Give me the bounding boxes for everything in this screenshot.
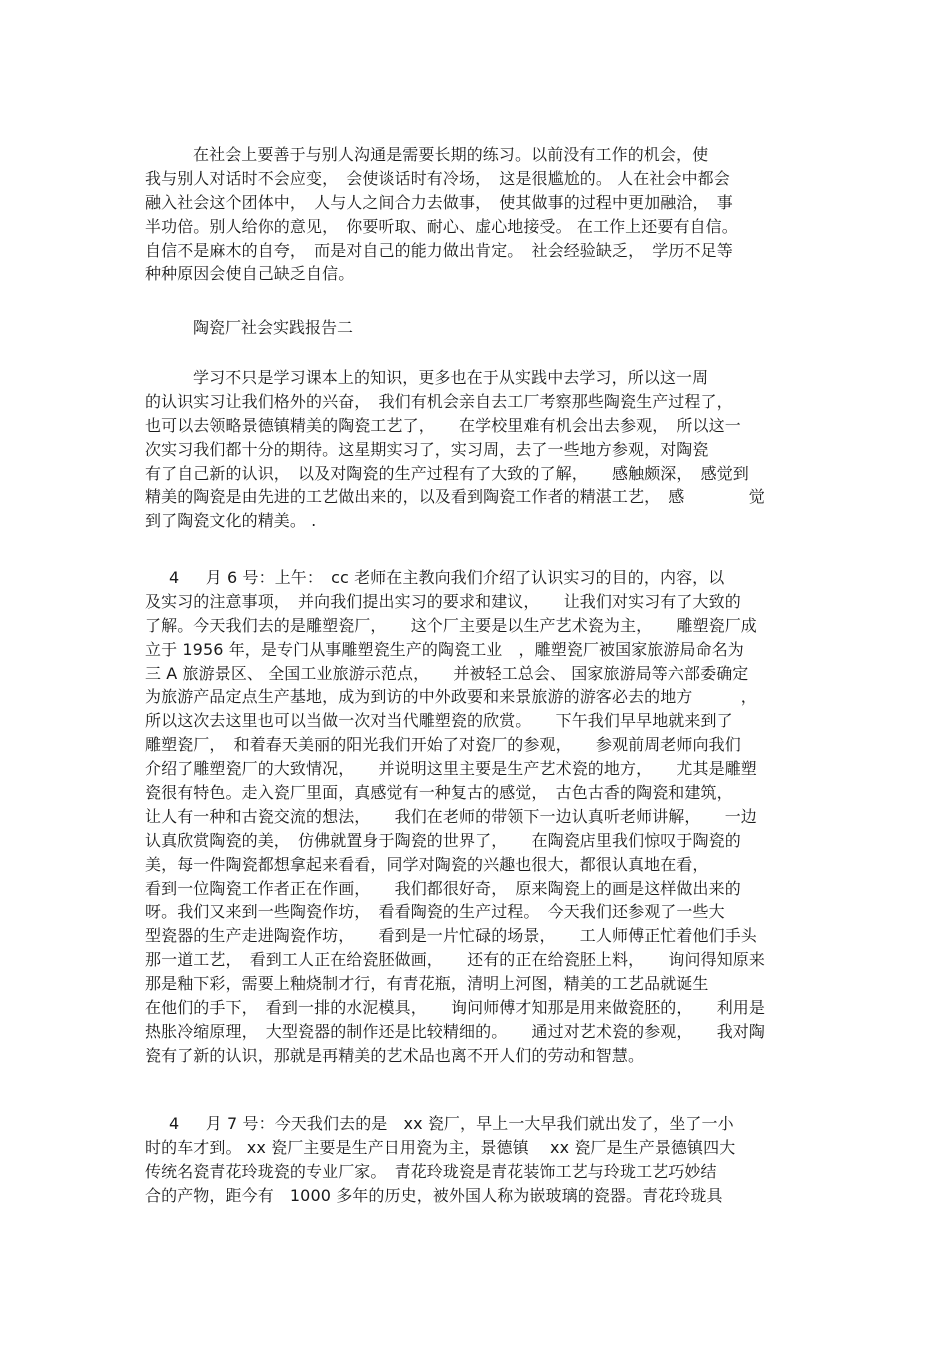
text-line: 种种原因会使自己缺乏自信。	[145, 264, 355, 284]
text-line: 有了自己新的认识， 以及对陶瓷的生产过程有了大致的了解， 感触颇深， 感觉到	[145, 463, 749, 483]
text-line: 为旅游产品定点生产基地，成为到访的中外政要和来景旅游的游客必去的地方 ，	[145, 687, 757, 707]
text-line: 的认识实习让我们格外的兴奋， 我们有机会亲自去工厂考察那些陶瓷生产过程了，	[145, 391, 733, 411]
text-line: 4 月 6 号：上午： cc 老师在主教向我们介绍了认识实习的目的，内容，以	[169, 568, 725, 587]
text-line: 融入社会这个团体中， 人与人之间合力去做事， 使其做事的过程中更加融洽， 事	[145, 192, 733, 212]
text-line: 看到一位陶瓷工作者正在作画， 我们都很好奇， 原来陶瓷上的画是这样做出来的	[145, 878, 741, 898]
text-line: 瓷很有特色。走入瓷厂里面，真感觉有一种复古的感觉， 古色古香的陶瓷和建筑，	[145, 783, 733, 803]
text-line: 传统名瓷青花玲珑瓷的专业厂家。 青花玲珑瓷是青花装饰工艺与玲珑工艺巧妙结	[145, 1161, 717, 1181]
text-line: 我与别人对话时不会应变， 会使谈话时有冷场， 这是很尴尬的。 人在社会中都会	[145, 168, 730, 188]
text-line: 呀。我们又来到一些陶瓷作坊， 看看陶瓷的生产过程。 今天我们还参观了一些大	[145, 902, 725, 922]
text-line: 瓷有了新的认识，那就是再精美的艺术品也离不开人们的劳动和智慧。	[145, 1045, 645, 1065]
text-line: 介绍了雕塑瓷厂的大致情况， 并说明这里主要是生产艺术瓷的地方， 尤其是雕塑	[145, 759, 757, 779]
text-line: 也可以去领略景德镇精美的陶瓷工艺了， 在学校里难有机会出去参观， 所以这一	[145, 415, 741, 435]
text-line: 让人有一种和古瓷交流的想法， 我们在老师的带领下一边认真听老师讲解， 一边	[145, 806, 757, 826]
text-line: 了解。今天我们去的是雕塑瓷厂， 这个厂主要是以生产艺术瓷为主， 雕塑瓷厂成	[145, 615, 757, 635]
text-line: 半功倍。别人给你的意见， 你要听取、耐心、虚心地接受。 在工作上还要有自信。	[145, 216, 738, 236]
text-line: 所以这次去这里也可以当做一次对当代雕塑瓷的欣赏。 下午我们早早地就来到了	[145, 711, 733, 731]
text-line: 学习不只是学习课本上的知识，更多也在于从实践中去学习，所以这一周	[193, 368, 709, 387]
text-line: 时的车才到。 xx 瓷厂主要是生产日用瓷为主，景德镇 xx 瓷厂是生产景德镇四大	[145, 1137, 736, 1157]
text-line: 雕塑瓷厂， 和着春天美丽的阳光我们开始了对瓷厂的参观， 参观前周老师向我们	[145, 735, 741, 755]
text-line: 热胀冷缩原理， 大型瓷器的制作还是比较精细的。 通过对艺术瓷的参观， 我对陶	[145, 1021, 766, 1041]
text-line: 型瓷器的生产走进陶瓷作坊， 看到是一片忙碌的场景， 工人师傅正忙着他们手头	[145, 926, 757, 946]
paragraph-2	[145, 366, 815, 533]
text-line: 立于 1956 年，是专门从事雕塑瓷生产的陶瓷工业 ，雕塑瓷厂被国家旅游局命名为	[145, 639, 744, 659]
text-line: 在社会上要善于与别人沟通是需要长期的练习。以前没有工作的机会，使	[193, 145, 709, 164]
text-line: 在他们的手下， 看到一排的水泥模具， 询问师傅才知那是用来做瓷胚的， 利用是	[145, 998, 766, 1018]
text-line: 及实习的注意事项， 并向我们提出实习的要求和建议， 让我们对实习有了大致的	[145, 591, 741, 611]
text-line: 认真欣赏陶瓷的美， 仿佛就置身于陶瓷的世界了， 在陶瓷店里我们惊叹于陶瓷的	[145, 830, 741, 850]
paragraph-1	[145, 143, 815, 286]
text-line: 合的产物，距今有 1000 多年的历史，被外国人称为嵌玻璃的瓷器。青花玲珑具	[145, 1185, 723, 1205]
text-line: 那一道工艺， 看到工人正在给瓷胚做画， 还有的正在给瓷胚上料， 询问得知原来	[145, 950, 766, 970]
section-heading: 陶瓷厂社会实践报告二	[193, 318, 354, 337]
text-line: 精美的陶瓷是由先进的工艺做出来的，以及看到陶瓷工作者的精湛工艺， 感 觉	[145, 487, 765, 507]
text-line: 到了陶瓷文化的精美。 .	[145, 511, 317, 531]
text-line: 那是釉下彩，需要上釉烧制才行，有青花瓶，清明上河图，精美的工艺品就诞生	[145, 974, 709, 994]
text-line: 次实习我们都十分的期待。这星期实习了，实习周，去了一些地方参观，对陶瓷	[145, 439, 709, 459]
text-line: 三 A 旅游景区、 全国工业旅游示范点， 并被轻工总会、 国家旅游局等六部委确定	[145, 663, 749, 683]
text-line: 美，每一件陶瓷都想拿起来看看，同学对陶瓷的兴趣也很大，都很认真地在看，	[145, 854, 709, 874]
text-line: 自信不是麻木的自夸， 而是对自己的能力做出肯定。 社会经验缺乏， 学历不足等	[145, 240, 733, 260]
paragraph-4	[145, 1112, 815, 1208]
paragraph-3	[145, 566, 815, 1068]
text-line: 4 月 7 号：今天我们去的是 xx 瓷厂，早上一大早我们就出发了，坐了一小	[169, 1114, 734, 1133]
